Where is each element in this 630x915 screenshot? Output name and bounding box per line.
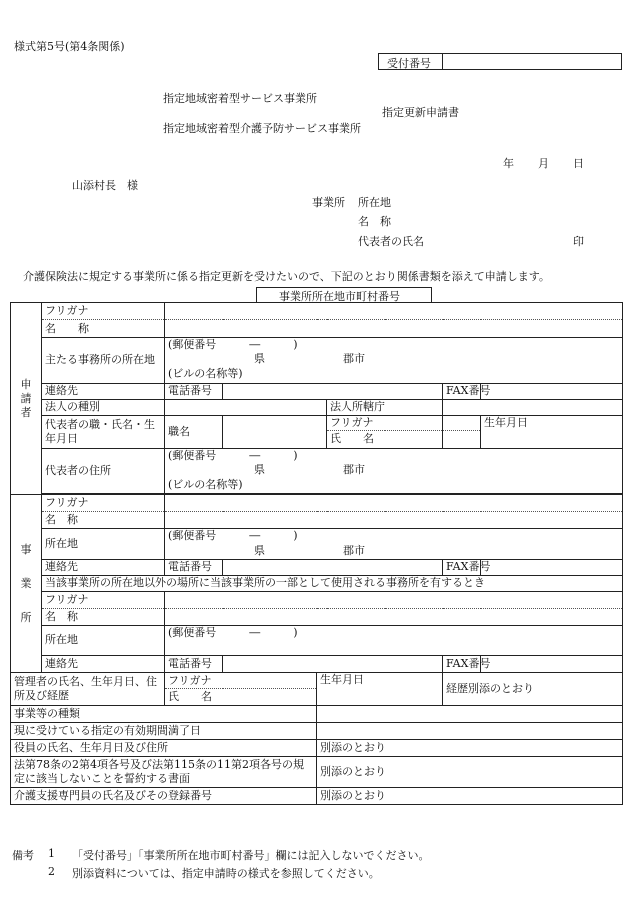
- corp-type-field[interactable]: [165, 399, 327, 415]
- municipality-number-label: 事業所所在地市町村番号: [279, 290, 400, 303]
- furigana-field[interactable]: [165, 303, 623, 320]
- office-county-label: 郡市: [343, 543, 365, 557]
- intro-text: 介護保険法に規定する事業所に係る指定更新を受けたいので、下記のとおり関係書類を添えて申請します。: [23, 270, 550, 283]
- fax-field[interactable]: [481, 383, 623, 399]
- manager-label: 管理者の氏名、生年月日、住所及び経歴: [11, 673, 165, 706]
- corp-type-label: 法人の種別: [42, 399, 165, 415]
- note-2-number: 2: [48, 865, 55, 878]
- seal-mark: 印: [573, 235, 584, 248]
- main-office-address-label: 主たる事務所の所在地: [42, 338, 165, 384]
- manager-name-label: 氏 名: [165, 689, 317, 706]
- note-1-text: 「受付番号」「事業所所在地市町村番号」欄には記入しないでください。: [72, 849, 430, 862]
- pledge-value: 別添のとおり: [317, 757, 623, 788]
- office-furigana-label: フリガナ: [42, 495, 165, 512]
- applicant-vertical-label: 申 請 者: [11, 303, 42, 495]
- rep-postal-code[interactable]: (郵便番号 ― ): [165, 448, 623, 463]
- notes-label: 備考: [12, 849, 34, 862]
- rep-furigana-field[interactable]: [443, 415, 481, 430]
- date-day: 日: [573, 157, 584, 170]
- municipality-number-box: [256, 287, 432, 303]
- sub-office-tel-label: 電話番号: [165, 656, 223, 673]
- reception-number-label: 受付番号: [387, 57, 431, 70]
- office-location-label: 所在地: [42, 529, 165, 560]
- expiry-field[interactable]: [317, 723, 623, 740]
- sub-office-furigana-label: フリガナ: [42, 591, 165, 608]
- title-line-3: 指定地域密着型介護予防サービス事業所: [163, 122, 361, 135]
- officers-value: 別添のとおり: [317, 740, 623, 757]
- rep-name-label: 氏 名: [327, 430, 443, 448]
- tel-label: 電話番号: [165, 383, 223, 399]
- prefecture-label: 県: [254, 352, 265, 365]
- form-number: 様式第5号(第4条関係): [14, 40, 125, 53]
- sub-office-name-label: 名 称: [42, 608, 165, 625]
- furigana-label: フリガナ: [42, 303, 165, 320]
- name-label: 名 称: [358, 215, 391, 228]
- office-tel-label: 電話番号: [165, 559, 223, 575]
- sub-office-name-field[interactable]: [165, 608, 623, 625]
- reception-number-field[interactable]: [443, 54, 621, 69]
- rep-building-name[interactable]: (ビルの名称等): [165, 477, 623, 494]
- addressee: 山添村長 様: [72, 179, 138, 192]
- office-name-label: 名 称: [42, 512, 165, 529]
- note-1-number: 1: [48, 847, 55, 860]
- office-fax-label: FAX番号: [443, 559, 481, 575]
- note-2-text: 別添資料については、指定申請時の様式を参照してください。: [72, 867, 380, 880]
- sub-office-fax-field[interactable]: [481, 656, 623, 673]
- prefecture-county-row[interactable]: [165, 352, 623, 366]
- office-prefecture-label: 県: [254, 543, 265, 557]
- sub-office-location-label: 所在地: [42, 625, 165, 656]
- title-line-2: 指定更新申請書: [382, 106, 459, 119]
- pledge-label: 法第78条の2第4項各号及び法第115条の11第2項各号の規定に該当しないことを誓約する書面: [11, 757, 317, 788]
- corp-authority-label: 法人所轄庁: [327, 399, 443, 415]
- date-month: 月: [538, 157, 549, 170]
- sub-office-fax-label: FAX番号: [443, 656, 481, 673]
- care-managers-label: 介護支援専門員の氏名及びその登録番号: [11, 788, 317, 805]
- expiry-label: 現に受けている指定の有効期間満了日: [11, 723, 317, 740]
- care-managers-value: 別添のとおり: [317, 788, 623, 805]
- rep-county-label: 郡市: [343, 462, 365, 476]
- office-furigana-field[interactable]: [165, 495, 623, 512]
- sub-office-address-field[interactable]: [165, 640, 623, 656]
- representative-label: 代表者の氏名: [358, 235, 424, 248]
- office-fax-field[interactable]: [481, 559, 623, 575]
- manager-birth-label: 生年月日: [317, 673, 443, 706]
- corp-authority-field[interactable]: [443, 399, 623, 415]
- office-label: 事業所: [312, 196, 345, 209]
- business-type-field[interactable]: [317, 706, 623, 723]
- rep-birth-label: 生年月日: [481, 415, 623, 448]
- date-year: 年: [503, 157, 514, 170]
- postal-code[interactable]: (郵便番号 ― ): [165, 338, 623, 353]
- office-name-field[interactable]: [165, 512, 623, 529]
- rep-prefecture-label: 県: [254, 462, 265, 476]
- office-postal-code[interactable]: (郵便番号 ― ): [165, 529, 623, 544]
- tel-field[interactable]: [223, 383, 443, 399]
- rep-furigana-label: フリガナ: [327, 415, 443, 430]
- office-contact-label: 連絡先: [42, 559, 165, 575]
- office-vertical-label: 事 業 所: [11, 495, 42, 673]
- manager-career: 経歴別添のとおり: [443, 673, 623, 706]
- location-label: 所在地: [358, 196, 391, 209]
- sub-office-furigana-field[interactable]: [165, 591, 623, 608]
- rep-prefecture-county-row[interactable]: [165, 463, 623, 477]
- post-field[interactable]: [223, 415, 327, 448]
- rep-name-field[interactable]: [443, 430, 481, 448]
- business-type-label: 事業等の種類: [11, 706, 317, 723]
- reception-number-box: [378, 53, 622, 70]
- building-name[interactable]: (ビルの名称等): [165, 366, 623, 383]
- post-label: 職名: [165, 415, 223, 448]
- fax-label: FAX番号: [443, 383, 481, 399]
- other-office-note: 当該事業所の所在地以外の場所に当該事業所の一部として使用される事務所を有するとき: [42, 575, 623, 591]
- office-tel-field[interactable]: [223, 559, 443, 575]
- sub-office-contact-label: 連絡先: [42, 656, 165, 673]
- office-prefecture-county-row[interactable]: [165, 543, 623, 559]
- application-form-table: [10, 302, 623, 805]
- officers-label: 役員の氏名、生年月日及び住所: [11, 740, 317, 757]
- county-label: 郡市: [343, 352, 365, 365]
- rep-address-label: 代表者の住所: [42, 448, 165, 494]
- manager-furigana-label: フリガナ: [165, 673, 317, 689]
- rep-title-name-label: 代表者の職・氏名・生年月日: [42, 415, 165, 448]
- title-line-1: 指定地域密着型サービス事業所: [163, 92, 317, 105]
- sub-office-postal-code[interactable]: (郵便番号 ― ): [165, 625, 623, 640]
- name-label: 名 称: [42, 320, 165, 338]
- name-field[interactable]: [165, 320, 623, 338]
- contact-label: 連絡先: [42, 383, 165, 399]
- sub-office-tel-field[interactable]: [223, 656, 443, 673]
